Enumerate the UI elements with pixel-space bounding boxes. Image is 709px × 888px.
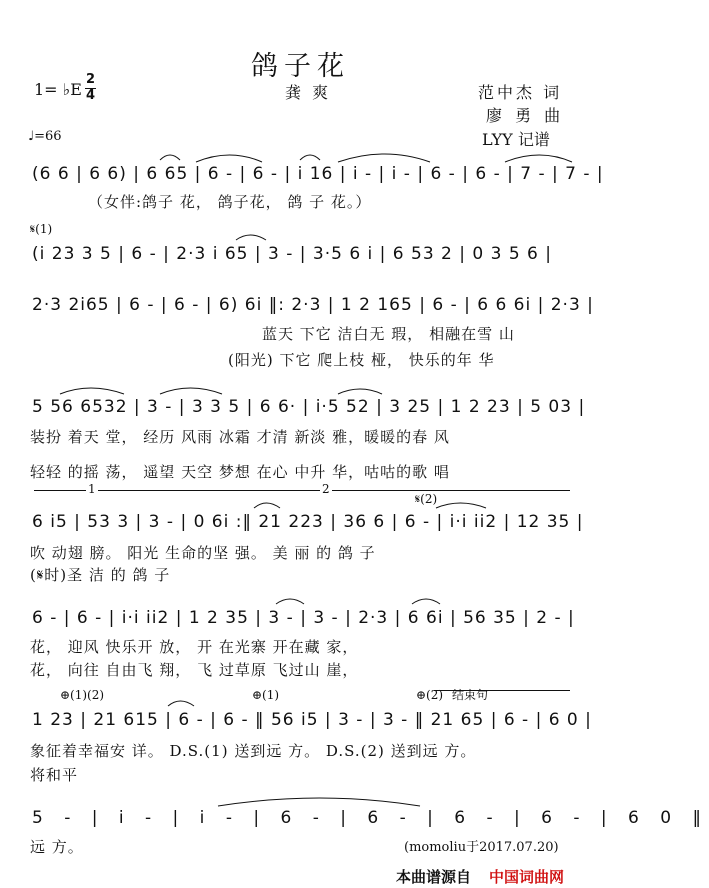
slur [276,599,304,604]
volta-1-label: 1 [88,482,96,496]
score-row-8: 5 - | i - | i - | 6 - | 6 - | 6 - | 6 - | 6 0 ‖ [32,808,709,828]
lyricist: 范中杰 词 [478,83,563,102]
segno-2-marker: 𝄋(2) [415,492,438,506]
lyric-row-4b: 轻轻 的摇 荡， 遥望 天空 梦想 在心 中升 华，咕咕的歌 唱 [30,463,450,481]
lyric-row-6b: 花， 向往 自由飞 翔， 飞 过草原 飞过山 崖， [30,661,359,679]
slur [412,599,440,604]
score-row-6: 6 - | 6 - | i·i ii2 | 1 2 35 | 3 - | 3 - | 2·3 | 6 6i | 56 35 | 2 - | [32,608,575,628]
transcriber: LYY 记谱 [482,130,550,149]
slur [236,235,266,240]
score-row-3: 2·3 2i65 | 6 - | 6 - | 6) 6i ‖: 2·3 | 1 2 165 | 6 - | 6 6 6i | 2·3 | [32,295,594,315]
slur [300,155,320,160]
lyric-row-3a: 蓝天 下它 洁白无 瑕， 相融在雪 山 [262,325,515,343]
footer-source: 本曲谱源自 [396,868,472,886]
lyric-row-5a: 吹 动翅 膀。 阳光 生命的坚 强。 美 丽 的 鸽 子 [30,544,376,562]
lyric-row-7b: 将和平 [30,766,79,784]
slur [218,798,420,806]
score-row-1: (6 6 | 6 6) | 6 65 | 6 - | 6 - | i 16 | i - | i - | 6 - | 6 - | 7 - | 7 - | [32,164,604,184]
slur [338,389,382,394]
lyric-row-5b: (𝄋时)圣 洁 的 鸽 子 [30,566,171,584]
volta-2-label: 2 [322,482,330,496]
page-title: 鸽子花 [251,51,350,82]
score-row-5: 6 i5 | 53 3 | 3 - | 0 6i :‖ 21 223 | 36 6 | 6 - | i·i ii2 | 12 35 | [32,512,584,532]
time-sig-bottom: 4 [86,88,96,103]
lyric-row-7a: 象征着幸福安 详。 D.S.(1) 送到远 方。 D.S.(2) 送到远 方。 [30,742,477,760]
slur [168,701,194,706]
slur [60,388,124,394]
credit: (momoliu于2017.07.20) [404,840,559,855]
composer: 廖 勇 曲 [486,106,565,125]
singer: 龚 爽 [285,83,332,102]
slur [338,154,430,162]
slur [505,155,572,162]
score-row-7: 1 23 | 21 615 | 6 - | 6 - ‖ 56 i5 | 3 - | 3 - ‖ 21 65 | 6 - | 6 0 | [32,710,592,730]
lyric-row-4a: 装扮 着天 堂， 经历 风雨 冰霜 才清 新淡 雅，暖暖的春 风 [30,428,450,446]
score-row-2: (i 23 3 5 | 6 - | 2·3 i 65 | 3 - | 3·5 6 i | 6 53 2 | 0 3 5 6 | [32,244,553,264]
lyric-row-6a: 花， 迎风 快乐开 放， 开 在光寨 开在藏 家， [30,638,359,656]
coda-2-marker: ⊕(2) [416,688,444,702]
slur [160,155,180,160]
tempo-mark: ♩=66 [28,129,62,144]
slur [160,388,222,394]
lyric-row-3b: (阳光) 下它 爬上枝 桠， 快乐的年 华 [228,351,495,369]
key-signature: 1= ♭E [34,80,82,99]
slur [196,155,262,162]
footer-site-logo: 中国词曲网 [489,868,565,886]
coda-1-2-marker: ⊕(1)(2) [60,688,105,702]
coda-1-marker: ⊕(1) [252,688,280,702]
lyric-row-1: （女伴:鸽子 花， 鸽子花， 鸽 子 花。） [88,193,372,211]
slur [254,503,280,508]
time-sig-top: 2 [86,72,96,87]
segno-1-marker: 𝄋(1) [30,222,53,236]
slur [436,503,486,508]
ending-label: 结束句 [452,688,489,702]
lyric-row-8: 远 方。 [30,838,84,856]
score-row-4: 5 56 6532 | 3 - | 3 3 5 | 6 6· | i·5 52 | 3 25 | 1 2 23 | 5 03 | [32,397,586,417]
